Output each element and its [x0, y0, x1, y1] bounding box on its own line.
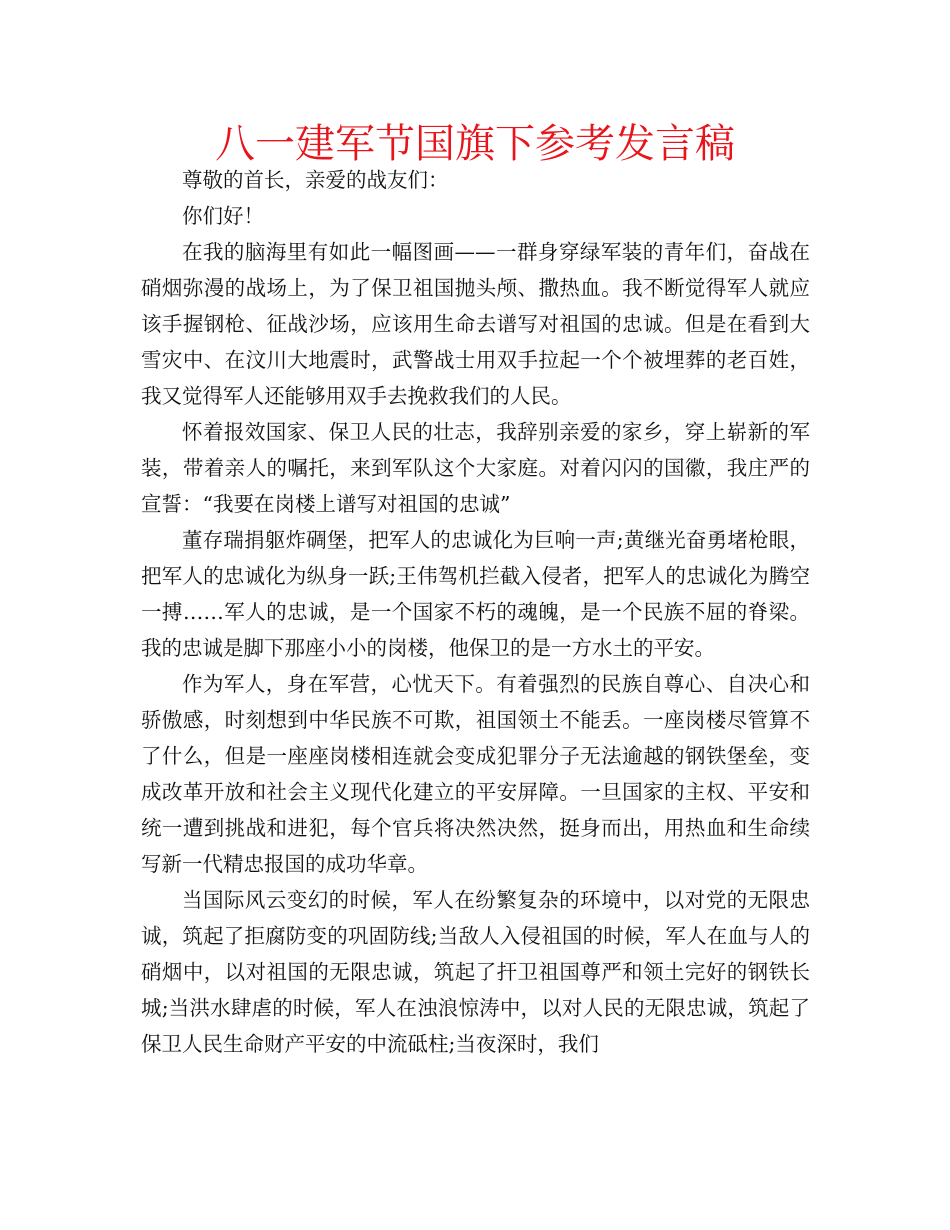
paragraph: 董存瑞捐躯炸碉堡，把军人的忠诚化为巨响一声;黄继光奋勇堵枪眼，把军人的忠诚化为纵身一跃;王伟驾机拦截入侵者，把军人的忠诚化为腾空一搏……军人的忠诚，是一个国家不朽的魂魄，是一个民族不屈的脊梁。我的忠诚是脚下那座小小的岗楼，他保卫的是一方水土的平安。	[141, 528, 810, 660]
paragraph: 作为军人，身在军营，心忧天下。有着强烈的民族自尊心、自决心和骄傲感，时刻想到中华民族不可欺，祖国领土不能丢。一座岗楼尽管算不了什么，但是一座座岗楼相连就会变成犯罪分子无法逾越的钢铁堡垒，变成改革开放和社会主义现代化建立的平安屏障。一旦国家的主权、平安和统一遭到挑战和进犯，每个官兵将决然决然，挺身而出，用热血和生命续写新一代精忠报国的成功华章。	[141, 672, 810, 876]
greeting: 你们好！	[182, 204, 264, 228]
document-body	[141, 162, 810, 1062]
paragraph: 在我的脑海里有如此一幅图画——一群身穿绿军装的青年们，奋战在硝烟弥漫的战场上，为了保卫祖国抛头颅、撒热血。我不断觉得军人就应该手握钢枪、征战沙场，应该用生命去谱写对祖国的忠诚。但是在看到大雪灾中、在汶川大地震时，武警战士用双手拉起一个个被埋葬的老百姓，我又觉得军人还能够用双手去挽救我们的人民。	[141, 240, 810, 408]
paragraph: 当国际风云变幻的时候，军人在纷繁复杂的环境中，以对党的无限忠诚，筑起了拒腐防变的巩固防线;当敌人入侵祖国的时候，军人在血与人的硝烟中，以对祖国的无限忠诚，筑起了扞卫祖国尊严和领土完好的钢铁长城;当洪水肆虐的时候，军人在浊浪惊涛中，以对人民的无限忠诚，筑起了保卫人民生命财产平安的中流砥柱;当夜深时，我们	[141, 888, 810, 1056]
document-title: 八一建军节国旗下参考发言稿	[215, 121, 735, 167]
paragraph: 怀着报效国家、保卫人民的壮志，我辞别亲爱的家乡，穿上崭新的军装，带着亲人的嘱托，来到军队这个大家庭。对着闪闪的国徽，我庄严的宣誓：“我要在岗楼上谱写对祖国的忠诚”	[141, 420, 810, 516]
salutation: 尊敬的首长，亲爱的战友们：	[182, 168, 449, 192]
